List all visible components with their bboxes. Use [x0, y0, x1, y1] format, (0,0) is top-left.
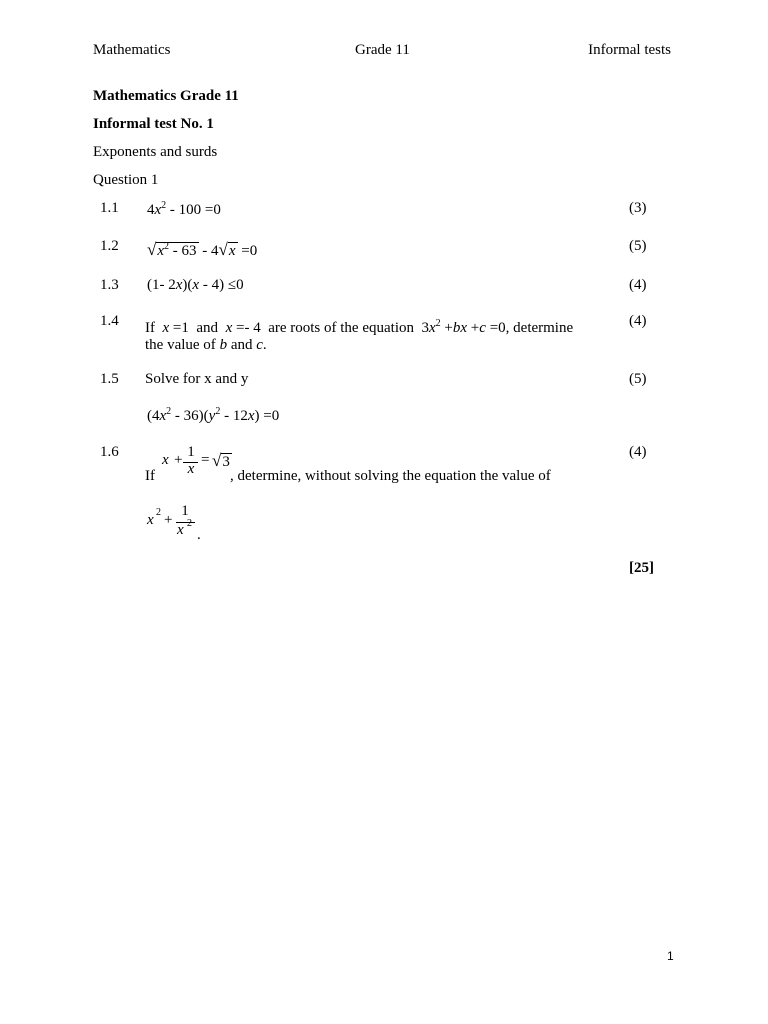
item-marks: (4) [629, 313, 647, 329]
topic-label: Exponents and surds [93, 144, 218, 160]
item-marks: (3) [629, 200, 647, 216]
page-number: 1 [667, 949, 674, 963]
header-subject: Mathematics [93, 42, 171, 58]
page-header [93, 42, 671, 62]
question-1-4-text: If x =1 and x =- 4 are roots of the equation $3x^2 +bx +c =0$, determine [145, 318, 574, 336]
item-number: 1.2 [100, 238, 119, 254]
header-tests: Informal tests [588, 42, 671, 58]
inequality-1-3: (1- 2x)(x - 4) ≤0 [147, 277, 244, 293]
doc-title: Mathematics Grade 11 [93, 88, 239, 104]
question-1-4-line2: the value of b and c. [145, 337, 267, 353]
total-marks: [25] [629, 560, 654, 576]
item-number: 1.1 [100, 200, 119, 216]
equation-1-1: $4x^2 - 100 =0$ [147, 200, 221, 218]
item-number: 1.4 [100, 313, 119, 329]
item-marks: (4) [629, 277, 647, 293]
equation-1-2: $√x^2 - 63 - 4√x =0$ [147, 240, 258, 259]
doc-subtitle: Informal test No. 1 [93, 116, 214, 132]
expression-1-6: x 2 + 1 x 2 . [147, 503, 201, 543]
header-grade: Grade 11 [355, 42, 410, 58]
equation-1-5: $(4x^2 - 36)(y^2 - 12x) =0$ [147, 406, 280, 424]
question-1-5-text: Solve for x and y [145, 371, 249, 387]
item-number: 1.3 [100, 277, 119, 293]
item-marks: (5) [629, 371, 647, 387]
item-marks: (5) [629, 238, 647, 254]
item-marks: (4) [629, 444, 647, 460]
item-number: 1.6 [100, 444, 119, 460]
question-1-6-text: , determine, without solving the equation the value of [230, 468, 551, 484]
question-label: Question 1 [93, 172, 159, 188]
item-number: 1.5 [100, 371, 119, 387]
